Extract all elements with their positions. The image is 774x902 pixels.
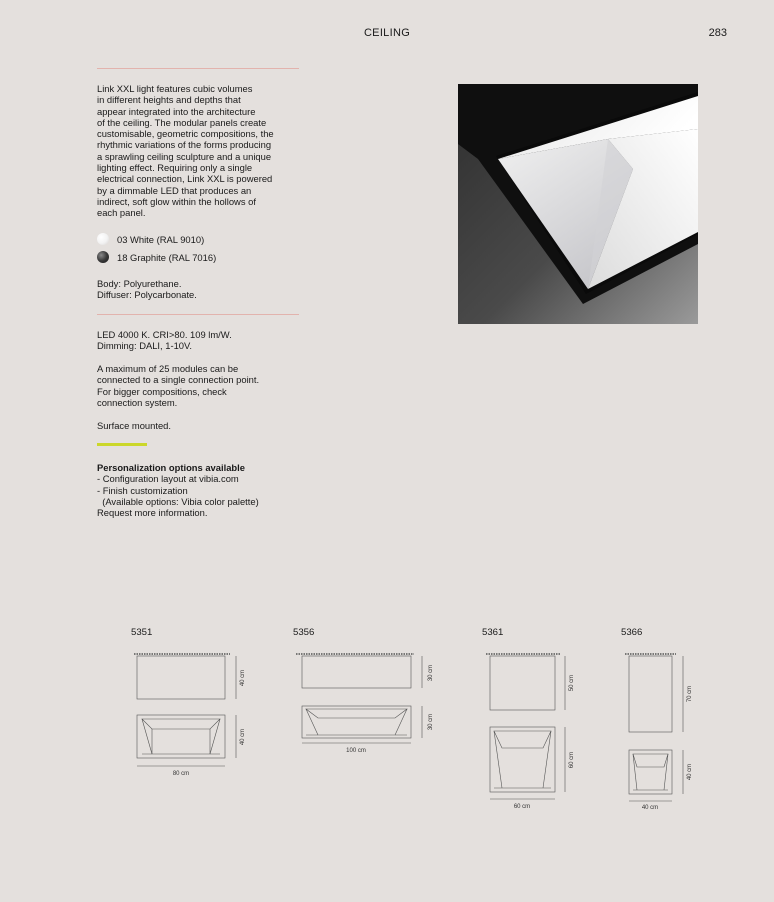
description-line: of the ceiling. The modular panels create: [97, 116, 267, 128]
personalization-line: Request more information.: [97, 507, 208, 519]
white-swatch-icon: [97, 233, 109, 245]
description-line: appear integrated into the architecture: [97, 105, 256, 117]
section-title: CEILING: [363, 27, 411, 39]
dim-label: 40 cm: [687, 763, 693, 781]
spec-line: LED 4000 K. CRI>80. 109 lm/W.: [97, 329, 232, 340]
finish-graphite: [97, 250, 216, 264]
spec-line: Dimming: DALI, 1-10V.: [97, 340, 193, 352]
personalization-options: [97, 462, 317, 518]
drawing-5351: [134, 654, 236, 766]
divider-top: [97, 68, 299, 69]
module-line: For bigger compositions, check: [97, 385, 227, 397]
model-code: 5361: [482, 627, 504, 638]
description-line: lighting effect. Requiring only a single: [97, 162, 253, 174]
dim-label: 50 cm: [569, 674, 575, 692]
page-number: 283: [708, 27, 727, 39]
dim-label: 30 cm: [428, 713, 434, 731]
drawing-5366: [625, 654, 683, 801]
material-line: Diffuser: Polycarbonate.: [97, 289, 197, 301]
description-line: by a dimmable LED that produces an: [97, 184, 252, 196]
description-line: each panel.: [97, 207, 146, 219]
description-line: rhythmic variations of the forms producing: [97, 139, 272, 151]
product-photo: [458, 84, 698, 324]
drawing-5361: [486, 654, 565, 799]
dim-label: 30 cm: [428, 664, 434, 682]
dim-label: 40 cm: [240, 728, 246, 746]
description-line: a sprawling ceiling sculpture and a unique: [97, 150, 272, 162]
description-line: electrical connection, Link XXL is powered: [97, 173, 273, 185]
dim-label: 60 cm: [569, 751, 575, 769]
material-line: Body: Polyurethane.: [97, 278, 182, 289]
module-line: A maximum of 25 modules can be: [97, 363, 239, 374]
dim-label: 40 cm: [240, 669, 246, 687]
mounting-info: [97, 420, 307, 431]
personalization-title: Personalization options available: [97, 462, 245, 473]
dim-label: 80 cm: [172, 771, 190, 777]
description-line: customisable, geometric compositions, the: [97, 128, 274, 140]
finish-label: 18 Graphite (RAL 7016): [117, 251, 217, 263]
light-specs: [97, 329, 307, 352]
dim-label: 60 cm: [513, 804, 531, 810]
module-line: connection system.: [97, 396, 178, 408]
personalization-line: - Configuration layout at vibia.com: [97, 473, 239, 485]
product-description: [97, 83, 307, 219]
personalization-line: (Available options: Vibia color palette): [97, 495, 259, 507]
model-code: 5356: [293, 627, 315, 638]
module-info: [97, 363, 307, 408]
description-line: indirect, soft glow within the hollows of: [97, 195, 256, 207]
drawing-5356: [296, 654, 422, 743]
model-code: 5351: [131, 627, 153, 638]
personalization-line: - Finish customization: [97, 484, 188, 496]
model-code: 5366: [621, 627, 643, 638]
mounting-line: Surface mounted.: [97, 420, 172, 431]
finish-label: 03 White (RAL 9010): [117, 233, 205, 245]
technical-drawings: [0, 640, 774, 820]
dim-label: 70 cm: [687, 685, 693, 703]
finish-white: [97, 232, 204, 246]
dim-label: 100 cm: [346, 748, 366, 754]
description-line: Link XXL light features cubic volumes: [97, 83, 253, 94]
module-line: connected to a single connection point.: [97, 374, 260, 386]
divider-middle: [97, 314, 299, 315]
graphite-swatch-icon: [97, 251, 109, 263]
accent-divider: [97, 443, 147, 446]
materials: [97, 278, 307, 301]
description-line: in different heights and depths that: [97, 94, 241, 106]
dim-label: 40 cm: [641, 805, 659, 811]
